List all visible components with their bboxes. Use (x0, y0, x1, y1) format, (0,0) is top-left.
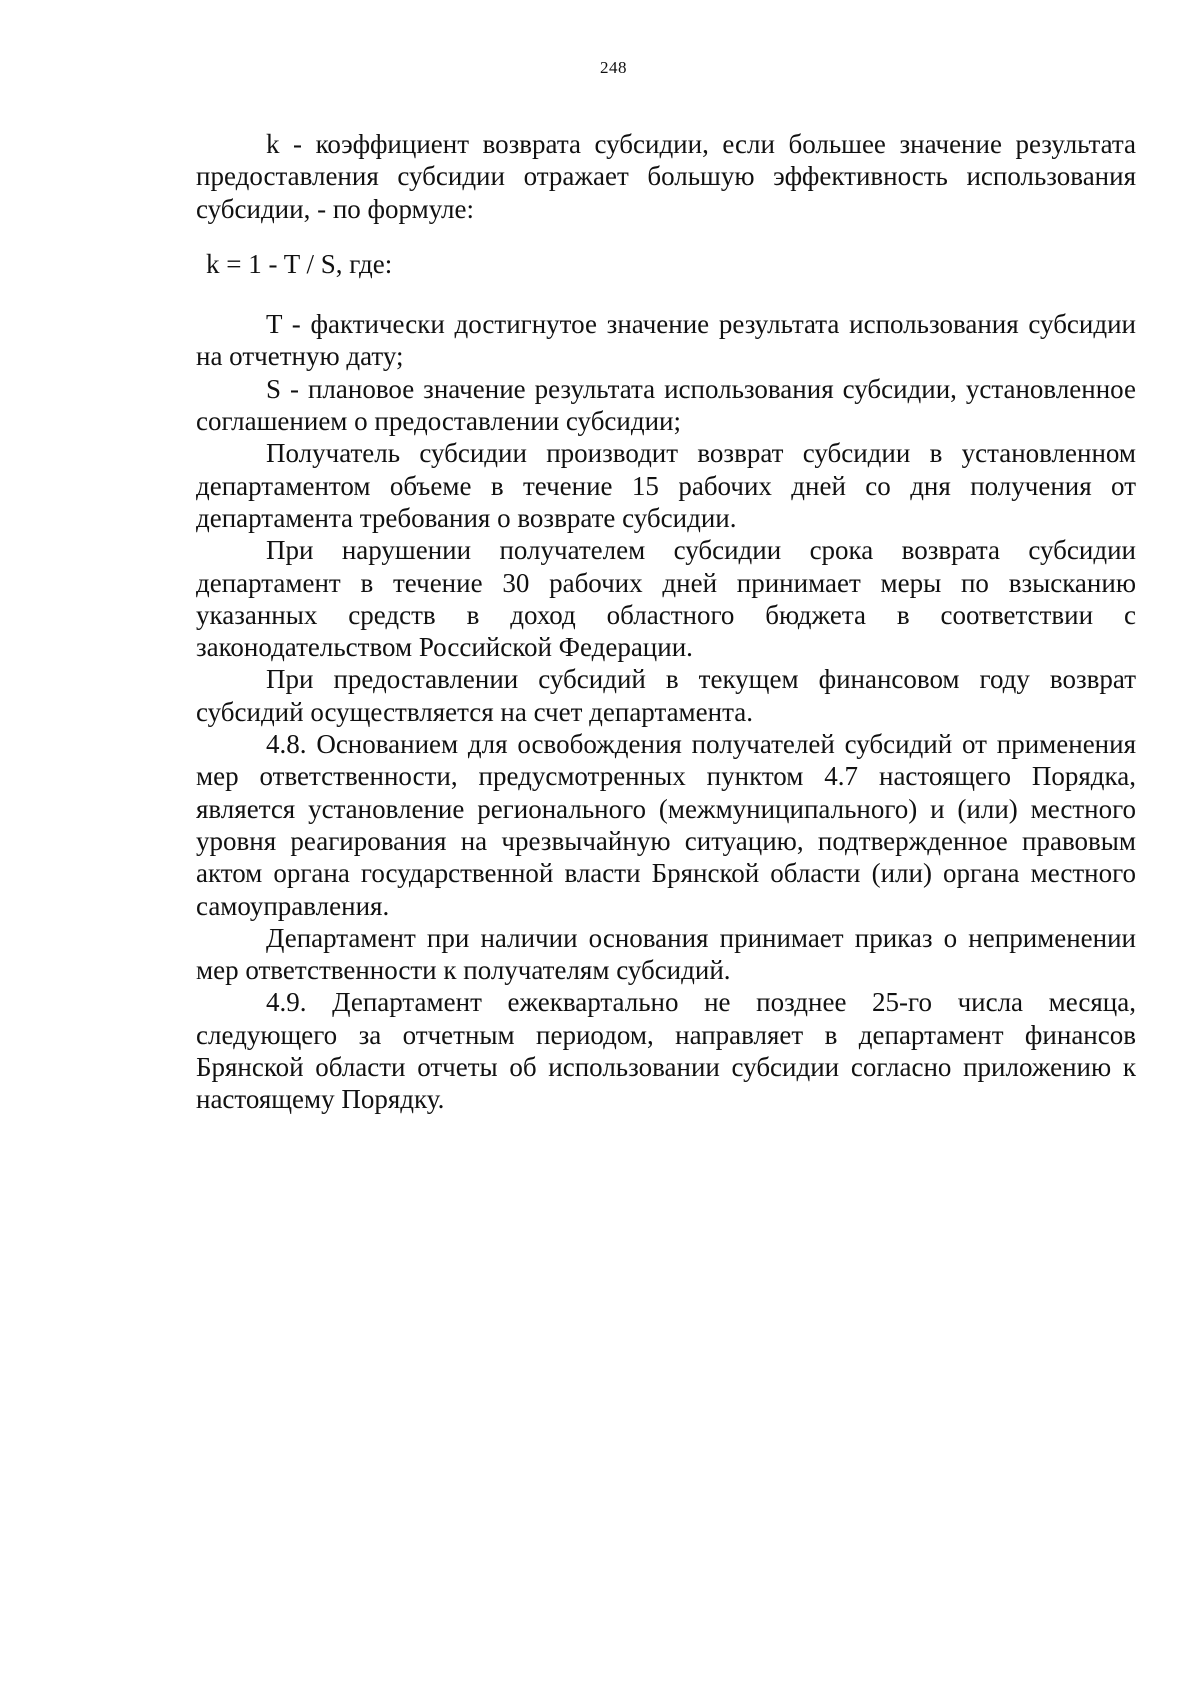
paragraph-refund-term: Получатель субсидии производит возврат субсидии в установленном департаментом объеме в течение 15 рабочих дней со дня получения от департамента требования о возврате субсидии. (196, 438, 1136, 533)
paragraph-refund-violation: При нарушении получателем субсидии срока возврата субсидии департамент в течение 30 рабочих дней принимает меры по взысканию указанных средств в доход областного бюджета в соответствии с законодательством Российской Федерации. (196, 535, 1136, 663)
paragraph-t-definition: T - фактически достигнутое значение результата использования субсидии на отчетную дату; (196, 309, 1136, 372)
paragraph-s-definition: S - плановое значение результата использования субсидии, установленное соглашением о предоставлении субсидии; (196, 373, 1136, 437)
formula: k = 1 - T / S, где: (206, 248, 393, 279)
page-number: 248 (600, 58, 627, 77)
paragraph-department-order: Департамент при наличии основания принимает приказ о неприменении мер ответственности к получателям субсидий. (196, 922, 1136, 986)
document-body (196, 128, 1136, 1116)
paragraph-section-4-9: 4.9. Департамент ежеквартально не позднее 25-го числа месяца, следующего за отчетным периодом, направляет в департамент финансов Брянской области отчеты об использовании субсидии согласно приложению к настоящему Порядку. (196, 987, 1136, 1115)
paragraph-coefficient-definition: k - коэффициент возврата субсидии, если большее значение результата предоставления субсидии отражает большую эффективность использования субсидии, - по формуле: (196, 129, 1136, 224)
paragraph-section-4-8: 4.8. Основанием для освобождения получателей субсидий от применения мер ответственности, предусмотренных пунктом 4.7 настоящего Порядка, является установление регионального (межмуниципального) и (или) местного уровня реагирования на чрезвычайную ситуацию, подтвержденное правовым актом органа государственной власти Брянской области (или) органа местного самоуправления. (196, 729, 1136, 921)
paragraph-refund-account: При предоставлении субсидий в текущем финансовом году возврат субсидий осуществляется на счет департамента. (196, 664, 1136, 727)
